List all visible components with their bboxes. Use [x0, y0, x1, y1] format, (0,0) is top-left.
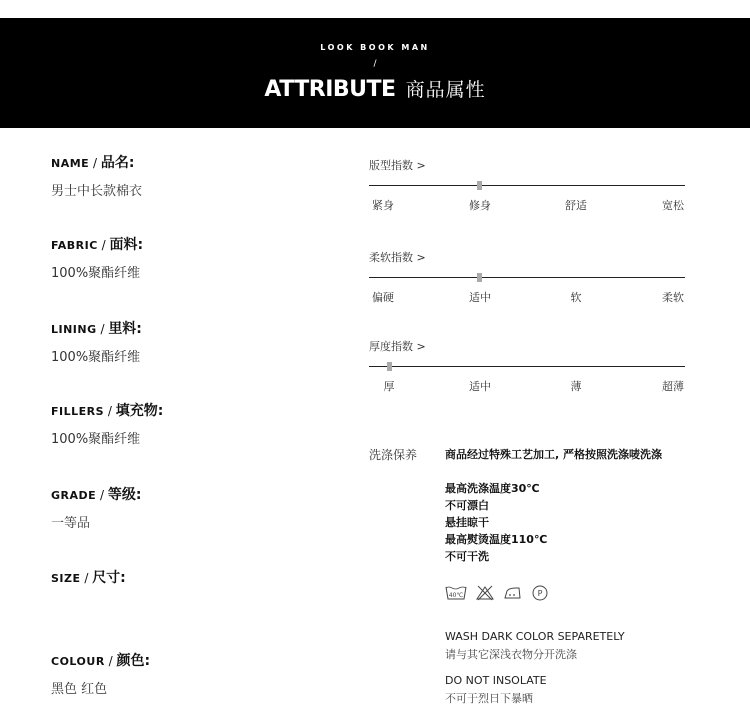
brand-slash: / [373, 59, 377, 69]
wash-40-icon [445, 585, 467, 601]
index-marker [477, 273, 482, 282]
header-banner [0, 18, 750, 128]
index-title: 版型指数 > [369, 159, 426, 172]
thickness-index [369, 338, 685, 393]
index-label: 舒适 [565, 199, 587, 212]
dry-clean-p-icon [531, 585, 549, 601]
attr-label-en: LINING [51, 323, 97, 336]
attr-fabric [51, 234, 143, 281]
care-item: 最高洗涤温度30℃ [445, 482, 540, 495]
care-item: 不可干洗 [445, 550, 489, 563]
index-marker [387, 362, 392, 371]
care-item: 不可漂白 [445, 499, 489, 512]
attr-label [51, 650, 150, 670]
attr-value: 一等品 [51, 516, 91, 531]
attr-label-en: SIZE [51, 572, 81, 585]
fit-index [369, 157, 685, 212]
attr-label-cn: 品名: [100, 155, 135, 171]
warning-no-sun [445, 674, 547, 706]
index-label: 紧身 [372, 199, 394, 212]
attr-label-en: FILLERS [51, 405, 105, 418]
index-label: 偏硬 [372, 291, 394, 304]
attr-sep: / [89, 156, 101, 170]
attr-value: 100%聚酯纤维 [51, 432, 141, 447]
title-en: ATTRIBUTE [264, 77, 396, 102]
index-label: 适中 [469, 291, 491, 304]
iron-icon [504, 585, 522, 601]
attr-label [51, 484, 141, 504]
care-item: 悬挂晾干 [445, 516, 489, 529]
attr-label-cn: 填充物: [115, 403, 164, 419]
index-line [369, 185, 685, 186]
no-bleach-icon [476, 585, 494, 601]
index-label: 柔软 [662, 291, 684, 304]
title-cn: 商品属性 [405, 79, 486, 101]
attr-sep: / [104, 654, 117, 668]
attr-label [51, 400, 163, 420]
brand-name: LOOK BOOK MAN [320, 43, 430, 52]
attr-value: 男士中长款棉衣 [51, 184, 143, 199]
wash-temp-text: 40℃ [448, 592, 464, 599]
attr-label [51, 234, 143, 254]
attr-label-en: NAME [51, 157, 90, 170]
warning-cn: 不可于烈日下暴晒 [445, 692, 533, 705]
page-title [0, 75, 750, 102]
attr-label-cn: 颜色: [116, 653, 151, 669]
attr-label [51, 567, 126, 587]
attr-label-cn: 尺寸: [92, 570, 126, 586]
care-item: 最高熨烫温度110℃ [445, 533, 548, 546]
warning-en: WASH DARK COLOR SEPARETELY [445, 630, 625, 643]
attr-label-cn: 等级: [107, 487, 142, 503]
warning-en: DO NOT INSOLATE [445, 674, 547, 687]
index-labels [369, 289, 685, 305]
attr-sep: / [96, 488, 108, 502]
attr-colour [51, 650, 150, 697]
care-label: 洗涤保养 [369, 448, 418, 462]
index-label: 适中 [469, 380, 491, 393]
index-label: 修身 [469, 199, 491, 212]
index-label: 软 [570, 291, 582, 304]
index-line [369, 277, 685, 278]
attr-value: 100%聚酯纤维 [51, 266, 141, 281]
dry-clean-letter: P [537, 589, 543, 598]
index-label: 超薄 [662, 380, 684, 393]
index-title: 厚度指数 > [369, 340, 426, 353]
attr-value: 黑色 红色 [51, 682, 108, 697]
index-title: 柔软指数 > [369, 251, 426, 264]
attr-label-en: GRADE [51, 489, 97, 502]
care-list [445, 480, 547, 565]
attr-lining [51, 318, 142, 365]
attr-label-cn: 面料: [109, 237, 144, 253]
index-label: 薄 [570, 380, 582, 393]
index-labels [369, 378, 685, 394]
attr-value: 100%聚酯纤维 [51, 350, 141, 365]
softness-index [369, 249, 685, 304]
index-labels [369, 197, 685, 213]
attr-name [51, 152, 142, 199]
warning-wash-dark [445, 630, 625, 662]
index-marker [477, 181, 482, 190]
attr-label-cn: 里料: [108, 321, 142, 337]
attr-sep: / [97, 238, 110, 252]
index-label: 宽松 [662, 199, 684, 212]
care-intro: 商品经过特殊工艺加工, 严格按照洗涤唛洗涤 [445, 448, 663, 461]
attr-label [51, 318, 142, 338]
index-label: 厚 [383, 380, 395, 393]
attr-label-en: COLOUR [51, 655, 105, 668]
attr-label [51, 152, 142, 172]
attr-fillers [51, 400, 163, 447]
warning-cn: 请与其它深浅衣物分开洗涤 [445, 648, 577, 661]
attr-grade [51, 484, 141, 531]
attr-size [51, 567, 126, 595]
attr-sep: / [104, 404, 116, 418]
attr-sep: / [80, 571, 93, 585]
attr-label-en: FABRIC [51, 239, 98, 252]
index-line [369, 366, 685, 367]
attr-sep: / [96, 322, 109, 336]
